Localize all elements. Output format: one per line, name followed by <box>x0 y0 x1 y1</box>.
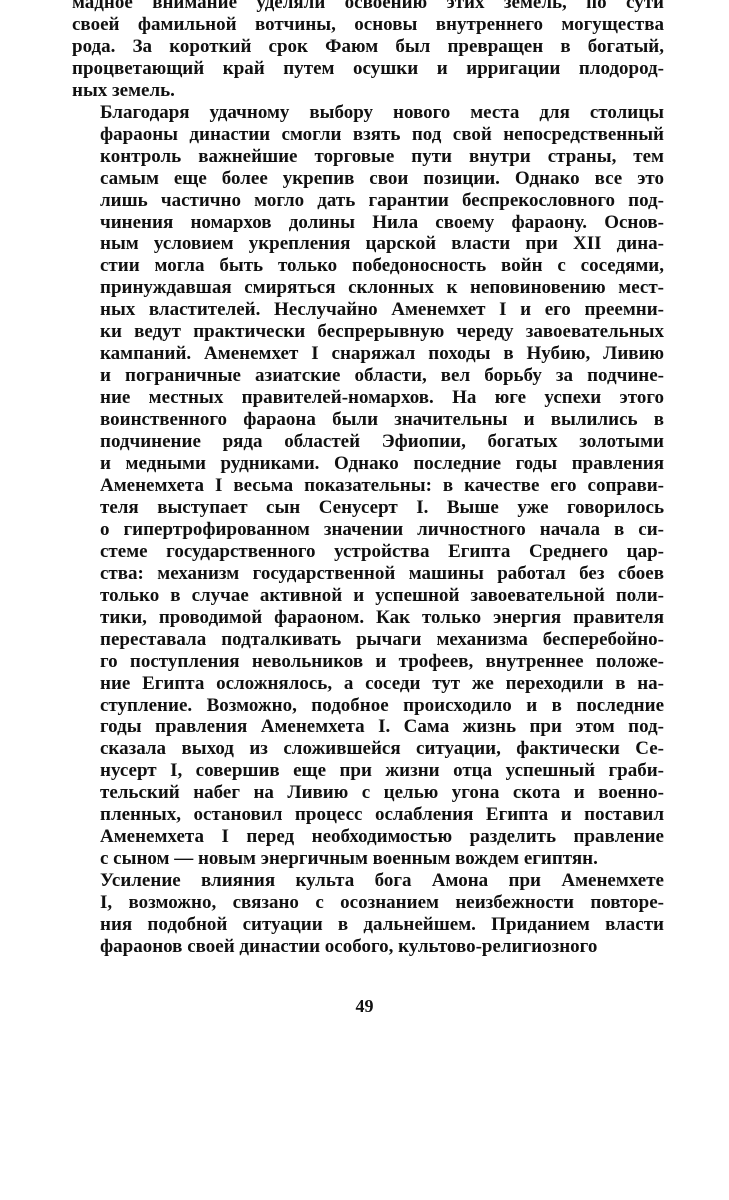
page-body <box>72 0 664 958</box>
text-line: Аменемхета I весьма показательны: в качестве его соправи- <box>100 474 664 496</box>
text-line: самым еще более укрепив свои позиции. Однако все это <box>100 167 664 189</box>
text-line: сказала выход из сложившейся ситуации, фактически Се- <box>100 738 664 760</box>
text-line: Аменемхета I перед необходимостью разделить правление <box>100 826 664 848</box>
paragraph <box>72 102 664 870</box>
text-line: мадное внимание уделяли освоению этих земель, по сути <box>72 0 664 13</box>
text-line: и медными рудниками. Однако последние годы правления <box>100 453 664 475</box>
text-line: воинственного фараона были значительны и вылились в <box>100 409 664 431</box>
text-line: фараонов своей династии особого, культово-религиозного <box>100 935 598 957</box>
text-line: ки ведут практически беспрерывную череду завоевательных <box>100 321 664 343</box>
text-line: ние местных правителей-номархов. На юге успехи этого <box>100 387 664 409</box>
text-line: процветающий край путем осушки и ирригации плодород- <box>72 57 664 79</box>
text-line: стеме государственного устройства Египта Среднего цар- <box>100 540 664 562</box>
text-line: I, возможно, связано с осознанием неизбежности повторе- <box>100 892 664 914</box>
text-line: тики, проводимой фараоном. Как только энергия правителя <box>100 606 664 628</box>
text-line: кампаний. Аменемхет I снаряжал походы в Нубию, Ливию <box>100 343 664 365</box>
text-line: ных властителей. Неслучайно Аменемхет I и его преемни- <box>100 299 664 321</box>
text-line: годы правления Аменемхета I. Сама жизнь при этом под- <box>100 716 664 738</box>
text-line: чинения номархов долины Нила своему фараону. Основ- <box>100 211 664 233</box>
text-line: контроль важнейшие торговые пути внутри страны, тем <box>100 145 664 167</box>
text-line: переставала подталкивать рычаги механизма бесперебойно- <box>100 628 664 650</box>
text-line: пленных, остановил процесс ослабления Египта и поставил <box>100 804 664 826</box>
text-line: стии могла быть только победоносность войн с соседями, <box>100 255 664 277</box>
text-line: Благодаря удачному выбору нового места для столицы <box>100 101 664 123</box>
text-line: с сыном — новым энергичным военным вождем египтян. <box>100 848 598 870</box>
text-line: только в случае активной и успешной завоевательной поли- <box>100 584 664 606</box>
text-line: ных земель. <box>72 79 175 101</box>
text-line: ства: механизм государственной машины работал без сбоев <box>100 562 664 584</box>
text-line: о гипертрофированном значении личностного начала в си- <box>100 518 664 540</box>
text-line: лишь частично могло дать гарантии беспрекословного под- <box>100 189 664 211</box>
text-line: тельский набег на Ливию с целью угона скота и военно- <box>100 782 664 804</box>
text-line: ным условием укрепления царской власти при XII дина- <box>100 233 664 255</box>
text-line: подчинение ряда областей Эфиопии, богатых золотыми <box>100 431 664 453</box>
text-line: рода. За короткий срок Фаюм был превращен в богатый, <box>72 35 664 57</box>
text-line: го поступления невольников и трофеев, внутреннее положе- <box>100 650 664 672</box>
text-line: Усиление влияния культа бога Амона при Аменемхете <box>100 870 664 892</box>
page-number: 49 <box>355 996 374 1016</box>
text-line: своей фамильной вотчины, основы внутреннего могущества <box>72 13 664 35</box>
paragraph <box>72 870 664 958</box>
text-line: нусерт I, совершив еще при жизни отца успешный граби- <box>100 760 664 782</box>
text-line: ние Египта осложнялось, а соседи тут же переходили в на- <box>100 672 664 694</box>
text-line: и пограничные азиатские области, вел борьбу за подчине- <box>100 365 664 387</box>
text-line: фараоны династии смогли взять под свой непосредственный <box>100 123 664 145</box>
text-line: ступление. Возможно, подобное происходило и в последние <box>100 694 664 716</box>
text-line: теля выступает сын Сенусерт I. Выше уже говорилось <box>100 496 664 518</box>
text-line: принуждавшая смиряться склонных к неповиновению мест- <box>100 277 664 299</box>
text-line: ния подобной ситуации в дальнейшем. Приданием власти <box>100 914 664 936</box>
paragraph <box>72 0 664 102</box>
